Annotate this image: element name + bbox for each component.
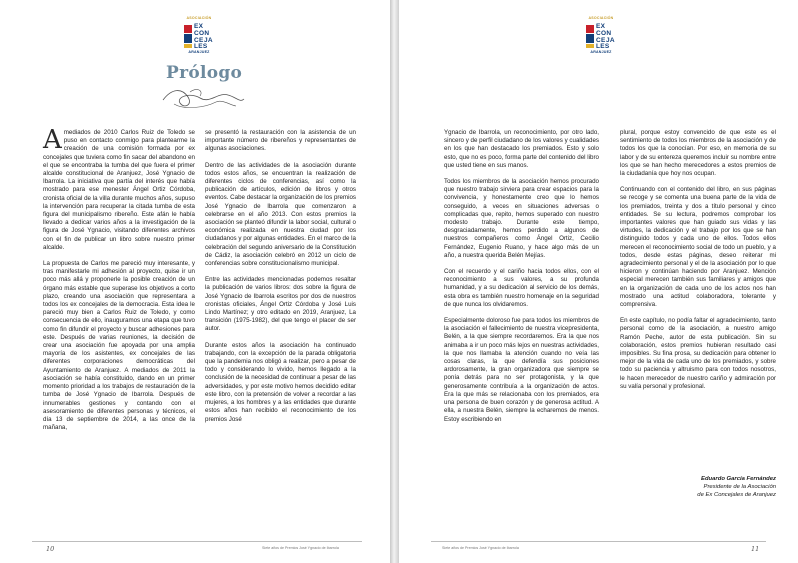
signature-block <box>628 476 776 499</box>
drop-cap: A <box>43 125 62 155</box>
signature-role: de Ex Concejales de Aranjuez <box>697 491 776 498</box>
right-page <box>399 0 798 563</box>
logo-line4: JA <box>204 37 213 44</box>
signature-name: Eduardo García Fernández <box>701 476 776 482</box>
right-column-2 <box>620 129 776 469</box>
logo-line2: CON <box>596 30 612 37</box>
association-logo <box>583 16 619 56</box>
logo-place: ARANJUEZ <box>590 50 612 54</box>
signature-role: Presidente de la Asociación <box>703 483 776 490</box>
left-column-1 <box>43 125 195 534</box>
logo-line1: EX <box>194 23 204 30</box>
paragraph: Continuando con el contenido del libro, en sus páginas se recoge y se comenta una buena parte de la vida de los premiados, treinta y dos a título personal y cinco entidades. Se su lectura, podremos comprobar los importantes valores que han guiado sus vidas y las virtudes, la dedicación y el trabajo por los que se han distinguido todos y cada uno de ellos. Todos ellos merecen el reconocimiento social de todo un pueblo, y a todos, desde estas páginas, deseo reiterar mi agradecimiento personal y el de la asociación por lo que hicieron y continúan haciendo por Aranjuez. Mención especial merecen también sus familiares y amigos que en la organización de cada uno de los actos nos han mostrado una actitud colaboradora, tolerante y comprensiva. <box>620 186 776 309</box>
paragraph: Con el recuerdo y el cariño hacia todos ellos, con el reconocimiento a sus valores, a su profunda humanidad, y a su dedicación al servicio de los demás, esta obra es también nuestro homenaje en la seguridad de que nunca los olvidaremos. <box>444 268 599 308</box>
footer-text: Siete años de Premios José Ygnacio de Ibarrola <box>442 546 519 550</box>
paragraph: Especialmente doloroso fue para todos los miembros de la asociación el fallecimiento de nuestra vicepresidenta, Belén, a la que siempre recordaremos. Era la que nos animaba a ir un poco más lejos en nuestras actividades, la que nos llamaba la atención cuando no veía las cosas claras, la que defendía sus posiciones ardorosamente, la gran organizadora que siempre se ponía detrás para no ser protagonista, y la que generosamente contribuía a la organización de actos. Era la que más se relacionaba con los premiados, era una persona de buen corazón y de generosa actitud. A ella, a nuestra Belén, siempre la echaremos de menos. Estoy escribiendo en <box>444 317 599 423</box>
logo-place: ARANJUEZ <box>188 50 210 54</box>
page-title: Prólogo <box>166 63 243 83</box>
paragraph <box>43 125 195 252</box>
logo-mark <box>586 21 616 49</box>
left-page <box>0 0 390 563</box>
paragraph: La propuesta de Carlos me pareció muy interesante, y tras manifestarle mi adhesión al proyecto, quise ir un poco más allá y proponerle la posible creación de un órgano más estable que superase los objetivos a corto plazo, creando una asociación que representara a todos los ex concejales de la democracia. Esta idea le pareció muy bien a Carlos Ruiz de Toledo, y como consecuencia de ello, inauguramos una etapa que tuvo como fin difundir el proyecto y buscar adhesiones para este. Después de varias reuniones, la decisión de crear una asociación fue apoyada por una amplia mayoría de los asistentes, ex concejales de las diferentes corporaciones democráticas del Ayuntamiento de Aranjuez. A mediados de 2011 la asociación se había constituido, dando en un primer momento prioridad a los trabajos de restauración de la tumba de José Ygnacio de Ibarrola. Después de innumerables gestiones y contando con el asesoramiento de diferentes personas y técnicos, el día 13 de septiembre de 2014, a las once de la mañana, <box>43 260 195 432</box>
logo-line3: CE <box>194 37 204 44</box>
page-number: 10 <box>46 545 55 553</box>
flourish-ornament <box>160 86 246 112</box>
book-gutter <box>390 0 399 563</box>
logo-tag: ASOCIACIÓN <box>186 16 212 20</box>
logo-tag: ASOCIACIÓN <box>588 16 614 20</box>
paragraph: Todos los miembros de la asociación hemos procurado que nuestro trabajo sirviera para crear espacios para la convivencia, y honestamente creo que lo hemos conseguido, a veces en situaciones adversas o complicadas que, repito, hemos superado con nuestro modesto trabajo. Durante este tiempo, desgraciadamente, hemos perdido a algunos de nuestros compañeros como Ángel Ortiz, Cecilio Fernández, Eugenio Ruano, y hace algo más de un año, a nuestra querida Belén Mejías. <box>444 178 599 259</box>
footer-text: Siete años de Premios José Ygnacio de Ibarrola <box>262 546 339 550</box>
paragraph: Ygnacio de Ibarrola, un reconocimiento, por otro lado, sincero y de perfil ciudadano de los valores y cualidades en los que han destacado los premiados. Esto y solo esto, que no es poco, forma parte del contenido del libro que usted tiene en sus manos. <box>444 129 599 169</box>
logo-line4: JA <box>606 37 615 44</box>
logo-line2: CON <box>194 30 210 37</box>
paragraph: Entre las actividades mencionadas podemos resaltar la publicación de varios libros: dos sobre la figura de José Ygnacio de Ibarrola escritos por dos de nuestros cronistas oficiales, Ángel Ortiz Córdoba y José Luis Lindo Martínez; y otro editado en 2019, Aranjuez, La transición (1975-1982), del que tengo el placer de ser autor. <box>205 276 356 333</box>
logo-line5: LES <box>194 43 208 50</box>
paragraph: En este capítulo, no podía faltar el agradecimiento, tanto personal como de la asociación, a nuestro amigo Ramón Peche, autor de esta publicación. Sin su colaboración, estos premios hubieran resultado casi imposibles. Su fina prosa, su dedicación para obtener lo mejor de la vida de cada uno de los premiados, y sobre todo su paciencia y altruismo para con todos nosotros, le hacen merecedor de nuestro cariño y admiración por su valía personal y profesional. <box>620 317 776 390</box>
paragraph-text: mediados de 2010 Carlos Ruiz de Toledo se puso en contacto conmigo para plantearme la creación de una comisión formada por ex concejales que tuviera como fin sacar del abandono en el que se encontraba la tumba del que fuera el primer alcalde constitucional de Aranjuez, José Ygnacio de Ibarrola. La iniciativa que partía del interés que había mostrado para ese menester Ángel Ortiz Córdoba, cronista oficial de la villa durante muchos años, supuso la intervención para recuperar la citada tumba de esta figura del municipalismo ribereño. Este afán le había llevado a dedicar varios años a la investigación de la figura de José Ygnacio, visitando diferentes archivos con el fin de publicar un libro sobre nuestro primer alcalde. <box>43 129 195 251</box>
left-column-2 <box>205 129 356 534</box>
paragraph: Durante estos años la asociación ha continuado trabajando, con la excepción de la parada obligatoria que la pandemia nos obligó a realizar, pero a pesar de todo y considerando lo vivido, hemos llegado a la conclusión de la necesidad de continuar a pesar de las adversidades, y por este motivo hemos decidido editar este libro, con la pretensión de volver a recordar a las mujeres, a los hombres y a las entidades que durante estos años han recibido el reconocimiento de los premios José <box>205 341 356 423</box>
logo-line1: EX <box>596 23 606 30</box>
page-number: 11 <box>751 545 760 553</box>
right-column-1 <box>444 129 599 534</box>
paragraph: se presentó la restauración con la asistencia de un importante número de ribereños y representantes de algunas asociaciones. <box>205 129 356 153</box>
association-logo <box>181 16 217 56</box>
paragraph: plural, porque estoy convencido de que este es el sentimiento de todos los miembros de la asociación y de todos los que la conocían. Por eso, en memoria de su labor y de su entereza queremos incluir su nombre entre los que se han hecho merecedores a estos premios de la ciudadanía que hoy nos ocupan. <box>620 129 776 178</box>
logo-line3: CE <box>596 37 606 44</box>
logo-mark <box>184 21 214 49</box>
logo-line5: LES <box>596 43 610 50</box>
paragraph: Dentro de las actividades de la asociación durante todos estos años, se encuentran la realización de diferentes ciclos de conferencias, así como la publicación de artículos, edición de libros y otros eventos. Cabe destacar la organización de los premios José Ygnacio de Ibarrola que comenzaron a celebrarse en el año 2013. Con estos premios la asociación se planteó difundir la labor social, cultural o económica realizada en nuestra ciudad por los ciudadanos y por algunas entidades. En el marco de la celebración del segundo aniversario de la Constitución de Cádiz, la asociación celebró en 2012 un ciclo de conferencias sobre constitucionalismo municipal. <box>205 161 356 268</box>
